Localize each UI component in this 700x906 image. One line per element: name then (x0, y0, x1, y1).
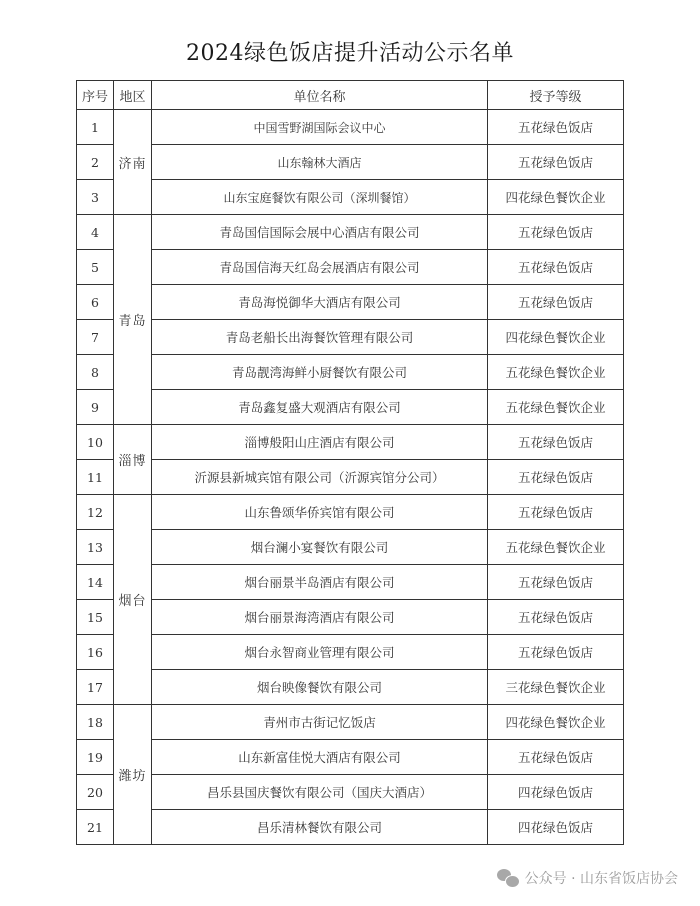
award-level: 五花绿色饭店 (488, 145, 624, 180)
unit-name: 青岛国信国际会展中心酒店有限公司 (152, 215, 488, 250)
row-no: 6 (77, 285, 114, 320)
table-row (77, 110, 624, 145)
table-row (77, 285, 624, 320)
award-level: 三花绿色餐饮企业 (488, 670, 624, 705)
unit-name: 烟台映像餐饮有限公司 (152, 670, 488, 705)
table-row (77, 460, 624, 495)
award-level: 五花绿色饭店 (488, 215, 624, 250)
unit-name: 青岛国信海天红岛会展酒店有限公司 (152, 250, 488, 285)
award-level: 五花绿色饭店 (488, 425, 624, 460)
unit-name: 中国雪野湖国际会议中心 (152, 110, 488, 145)
unit-name: 烟台永智商业管理有限公司 (152, 635, 488, 670)
award-level: 五花绿色饭店 (488, 250, 624, 285)
table-row (77, 600, 624, 635)
unit-name: 昌乐清林餐饮有限公司 (152, 810, 488, 845)
award-list-table (76, 80, 624, 845)
row-no: 7 (77, 320, 114, 355)
table-row (77, 530, 624, 565)
row-no: 11 (77, 460, 114, 495)
award-level: 五花绿色饭店 (488, 460, 624, 495)
award-level: 四花绿色饭店 (488, 810, 624, 845)
row-no: 1 (77, 110, 114, 145)
unit-name: 青岛靓湾海鲜小厨餐饮有限公司 (152, 355, 488, 390)
row-no: 12 (77, 495, 114, 530)
unit-name: 青岛海悦御华大酒店有限公司 (152, 285, 488, 320)
region-cell: 淄博 (114, 425, 152, 495)
award-level: 五花绿色餐饮企业 (488, 390, 624, 425)
row-no: 10 (77, 425, 114, 460)
table-row (77, 145, 624, 180)
award-level: 五花绿色饭店 (488, 600, 624, 635)
row-no: 17 (77, 670, 114, 705)
region-cell: 潍坊 (114, 705, 152, 845)
row-no: 2 (77, 145, 114, 180)
table-row (77, 390, 624, 425)
table-row (77, 635, 624, 670)
table-row (77, 740, 624, 775)
row-no: 21 (77, 810, 114, 845)
header-unit-name: 单位名称 (152, 81, 488, 110)
unit-name: 烟台丽景海湾酒店有限公司 (152, 600, 488, 635)
table-row (77, 705, 624, 740)
region-cell: 济南 (114, 110, 152, 215)
award-level: 五花绿色饭店 (488, 495, 624, 530)
region-cell: 青岛 (114, 215, 152, 425)
row-no: 9 (77, 390, 114, 425)
table-header-row (77, 81, 624, 110)
table-row (77, 425, 624, 460)
row-no: 15 (77, 600, 114, 635)
table-row (77, 355, 624, 390)
table-row (77, 180, 624, 215)
unit-name: 山东鲁颂华侨宾馆有限公司 (152, 495, 488, 530)
award-level: 四花绿色饭店 (488, 775, 624, 810)
table-row (77, 250, 624, 285)
unit-name: 烟台丽景半岛酒店有限公司 (152, 565, 488, 600)
row-no: 8 (77, 355, 114, 390)
row-no: 19 (77, 740, 114, 775)
unit-name: 青岛鑫复盛大观酒店有限公司 (152, 390, 488, 425)
unit-name: 烟台澜小宴餐饮有限公司 (152, 530, 488, 565)
table-row (77, 215, 624, 250)
row-no: 14 (77, 565, 114, 600)
award-level: 五花绿色饭店 (488, 285, 624, 320)
award-level: 五花绿色饭店 (488, 740, 624, 775)
table-row (77, 775, 624, 810)
wechat-icon (497, 869, 519, 887)
row-no: 16 (77, 635, 114, 670)
award-level: 五花绿色饭店 (488, 635, 624, 670)
award-level: 四花绿色餐饮企业 (488, 180, 624, 215)
unit-name: 淄博般阳山庄酒店有限公司 (152, 425, 488, 460)
row-no: 4 (77, 215, 114, 250)
header-region: 地区 (114, 81, 152, 110)
row-no: 13 (77, 530, 114, 565)
award-level: 四花绿色餐饮企业 (488, 705, 624, 740)
row-no: 20 (77, 775, 114, 810)
watermark-text: 公众号 · 山东省饭店协会 (524, 871, 678, 887)
unit-name: 青岛老船长出海餐饮管理有限公司 (152, 320, 488, 355)
row-no: 18 (77, 705, 114, 740)
document-title: 2024绿色饭店提升活动公示名单 (186, 41, 514, 66)
table-row (77, 810, 624, 845)
table-row (77, 565, 624, 600)
table-row (77, 495, 624, 530)
table-row (77, 670, 624, 705)
award-level: 五花绿色饭店 (488, 565, 624, 600)
award-level: 五花绿色饭店 (488, 110, 624, 145)
unit-name: 山东宝庭餐饮有限公司（深圳餐馆） (152, 180, 488, 215)
unit-name: 山东翰林大酒店 (152, 145, 488, 180)
award-level: 五花绿色餐饮企业 (488, 530, 624, 565)
award-level: 四花绿色餐饮企业 (488, 320, 624, 355)
header-no: 序号 (77, 81, 114, 110)
unit-name: 昌乐县国庆餐饮有限公司（国庆大酒店） (152, 775, 488, 810)
unit-name: 沂源县新城宾馆有限公司（沂源宾馆分公司） (152, 460, 488, 495)
row-no: 5 (77, 250, 114, 285)
unit-name: 青州市古街记忆饭店 (152, 705, 488, 740)
wechat-watermark (497, 868, 678, 888)
table-row (77, 320, 624, 355)
region-cell: 烟台 (114, 495, 152, 705)
header-level: 授予等级 (488, 81, 624, 110)
award-level: 五花绿色餐饮企业 (488, 355, 624, 390)
row-no: 3 (77, 180, 114, 215)
unit-name: 山东新富佳悦大酒店有限公司 (152, 740, 488, 775)
